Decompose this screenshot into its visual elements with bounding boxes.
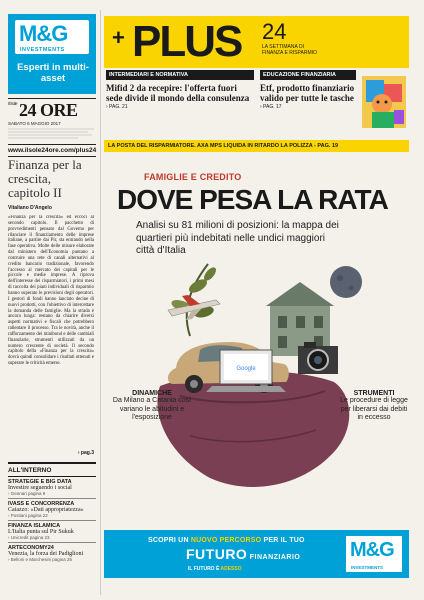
illus-block-purple <box>394 110 404 124</box>
mg-logo-text: M&G <box>19 21 68 46</box>
index-item[interactable] <box>8 521 96 543</box>
strumenti-body: Le procedure di legge per liberarsi dai debiti in eccesso <box>340 397 408 421</box>
index-item-page: › Unicredit pagina 23 <box>8 535 50 540</box>
ad-text: IL FUTURO È <box>188 566 221 572</box>
index-item[interactable] <box>8 499 96 521</box>
teaser-section: INTERMEDIARI E NORMATIVA <box>106 70 254 80</box>
mg-bottom-ad[interactable] <box>104 530 409 578</box>
dinamiche-body: Da Milano a Catania così variano le abitudini e l'esposizione <box>112 397 192 421</box>
masthead-logo: 24 ORE <box>19 100 78 120</box>
posta-risparmiatore-bar[interactable]: LA POSTA DEL RISPARMIATORE. AXA MPS LIQUIDA IN RITARDO LA POLIZZA - PAG. 19 <box>104 140 409 152</box>
strumenti-box <box>338 390 410 423</box>
editorial-title: Finanza per la crescita, capitolo II <box>8 157 82 200</box>
index-item-kicker: ARTECONOMY24 <box>8 545 54 551</box>
mg-logo-text: M&G <box>350 539 394 561</box>
teaser-section: EDUCAZIONE FINANZIARIA <box>260 70 356 80</box>
index-item-page: › Gennari pagina 9 <box>8 491 46 496</box>
bottom-ad-line3 <box>188 566 242 572</box>
mg-logo <box>15 20 89 54</box>
index-item-kicker: IVASS E CONCORRENZA <box>8 501 75 507</box>
strumenti-heading: STRUMENTI <box>353 390 395 397</box>
all-interno-box <box>8 462 96 564</box>
editorial-body: «Finanza per la crescita» ed eccoci al secondo capitolo. Il pacchetto di provvedimenti pensato dal Governo per rilanciare il finanziamento delle imprese italiane, a partire dai Pir, sta entrando nella fase operativa. Molte delle misure elaborate dal ministero dell'Economia puntano a costruire una rete di canali alternativi al credito bancario tradizionale, favorendo l'accesso al mercato dei capitali per le piccole e medie imprese. A riprova dell'interesse dei risparmiatori, i primi mesi di raccolta dei piani individuali di risparmio hanno superato le previsioni degli operatori. I gestori di fondi hanno lanciato decine di nuovi prodotti, con l'obiettivo di intercettare la domanda delle famiglie. Ma la strada è ancora lunga: restano da chiarire diversi aspetti normativi e fiscali che potrebbero rallentare il processo. Tra le novità, anche il rafforzamento dei minibond e delle cambiali finanziarie, strumenti utilizzati da un numero crescente di società. Il secondo capitolo della «Finanza per la crescita» dovrà quindi consolidare i risultati ottenuti e superare le criticità emerse. <box>8 215 94 367</box>
ad-futuro: FUTURO <box>186 546 248 562</box>
masthead-date: SABATO 6 MAGGIO 2017 <box>8 121 61 126</box>
teaser-educazione[interactable] <box>260 70 356 110</box>
main-kicker: FAMIGLIE E CREDITO <box>144 172 242 182</box>
teaser-page: › PAG. 21 <box>106 104 128 110</box>
ad-text-highlight: NUOVO PERCORSO <box>190 537 262 544</box>
index-item-headline: Caiazzo: «Dati appropriatezza» <box>8 507 84 513</box>
ad-finanziario: FINANZIARIO <box>247 554 301 561</box>
ad-text-highlight: ADESSO <box>220 566 242 572</box>
main-title: DOVE PESA LA RATA <box>117 184 388 215</box>
editorial-page-ref: › pag.3 <box>77 450 94 456</box>
plus-number: 24 <box>262 19 287 44</box>
main-illustration <box>120 246 380 496</box>
index-item-kicker: STRATEGIE E BIG DATA <box>8 479 72 485</box>
illus-head <box>372 94 392 114</box>
masthead <box>8 98 96 141</box>
column-divider <box>100 10 101 595</box>
site-url[interactable]: www.ilsole24ore.com/plus24 <box>8 144 96 157</box>
dinamiche-box <box>112 390 192 423</box>
index-item[interactable] <box>8 477 96 499</box>
index-item-page: › Postiani pagina 22 <box>8 513 48 518</box>
house-shape <box>266 282 334 356</box>
mg-logo-sub: INVESTMENTS <box>20 47 65 53</box>
masthead-prefix: Il Sole <box>8 101 18 106</box>
plus24-banner <box>104 16 409 68</box>
index-item[interactable] <box>8 543 96 564</box>
teaser-illustration <box>358 70 410 134</box>
index-item-page: › Belloni e Marchesini pagina 26 <box>8 557 73 562</box>
index-item-kicker: FINANZA ISLAMICA <box>8 523 61 529</box>
illus-eye <box>377 101 380 104</box>
illus-body <box>372 112 394 128</box>
google-label: Google <box>236 366 256 372</box>
bottom-ad-line2 <box>186 546 300 562</box>
main-subtitle: Analisi su 81 milioni di posizioni: la mappa dei quartieri più indebitati nelle undici maggiori città d'Italia <box>136 220 339 256</box>
dinamiche-heading: DINAMICHE <box>132 390 172 397</box>
sole24ore-logo <box>8 101 96 119</box>
plus-tagline: LA SETTIMANA DI FINANZA E RISPARMIO <box>262 44 317 56</box>
teaser-title: Etf, prodotto finanziario valido per tutte le tasche <box>260 83 355 103</box>
index-item-headline: L'Italia punta sul Pir Sukuk <box>8 529 74 535</box>
all-interno-header: ALL'INTERNO <box>8 464 96 477</box>
bottom-ad-line1 <box>148 537 305 544</box>
teaser-page: › PAG. 17 <box>260 104 282 110</box>
mg-logo <box>346 536 402 572</box>
camera-shape <box>298 342 338 374</box>
mg-ad-slogan: Esperti in multi-asset <box>17 62 89 84</box>
ad-text: PER IL TUO <box>261 537 305 544</box>
index-item-headline: Investire seguendo i social <box>8 485 72 491</box>
plus-sign: + <box>112 25 125 50</box>
fine-print-lines <box>8 127 94 139</box>
teaser-intermediari[interactable] <box>106 70 254 110</box>
illus-eye <box>385 101 388 104</box>
ad-text: SCOPRI UN <box>148 537 191 544</box>
mg-logo-sub: INVESTMENTS <box>351 565 384 570</box>
mg-investments-ad[interactable] <box>8 14 96 94</box>
plus-word: PLUS <box>132 17 242 66</box>
index-item-headline: Venezia, la forza dei Padiglioni <box>8 551 84 557</box>
teaser-title: Mifid 2 da recepire: l'offerta fuori sede divide il mondo della consulenza <box>106 83 250 103</box>
moon-shape <box>330 266 362 298</box>
editorial-author: Vitaliano D'Angelo <box>8 205 52 211</box>
masthead-fine-print <box>8 127 96 141</box>
